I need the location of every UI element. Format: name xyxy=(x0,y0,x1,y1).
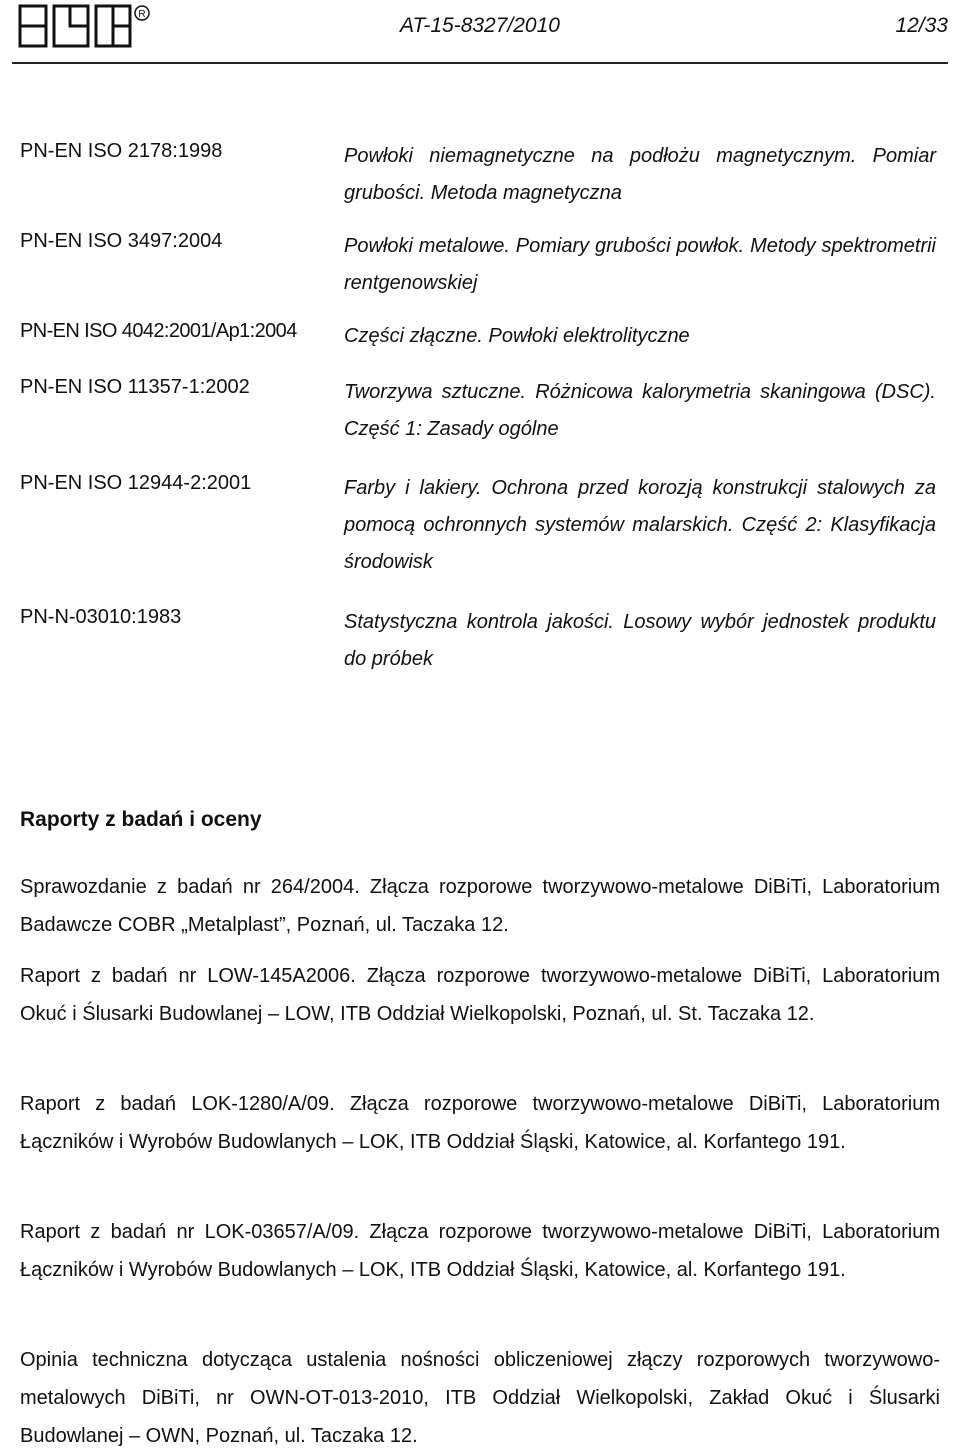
itb-logo xyxy=(18,4,152,50)
standard-title: Statystyczna kontrola jakości. Losowy wybór jednostek produktu do próbek xyxy=(344,611,936,670)
report-item: Raport z badań LOK-1280/A/09. Złącza rozporowe tworzywowo-metalowe DiBiTi, Laboratorium Łączników i Wyrobów Budowlanych – LOK, ITB Oddział Śląski, Katowice, al. Korfantego 191. xyxy=(20,1093,940,1153)
standard-code: PN-EN ISO 12944-2:2001 xyxy=(20,472,252,494)
report-item: Raport z badań nr LOW-145A2006. Złącza rozporowe tworzywowo-metalowe DiBiTi, Laboratorium Okuć i Ślusarki Budowlanej – LOW, ITB Oddział Wielkopolski, Poznań, ul. St. Taczaka 12. xyxy=(20,965,940,1025)
page-header xyxy=(0,0,960,62)
standard-title: Części złączne. Powłoki elektrolityczne xyxy=(344,325,690,347)
report-item: Raport z badań nr LOK-03657/A/09. Złącza rozporowe tworzywowo-metalowe DiBiTi, Laboratorium Łączników i Wyrobów Budowlanych – LOK, ITB Oddział Śląski, Katowice, al. Korfantego 191. xyxy=(20,1221,940,1281)
standard-code: PN-EN ISO 3497:2004 xyxy=(20,230,223,252)
svg-text:R: R xyxy=(138,9,146,20)
document-id: AT-15-8327/2010 xyxy=(400,14,560,37)
standard-title: Powłoki metalowe. Pomiary grubości powłok. Metody spektrometrii rentgenowskiej xyxy=(344,235,936,294)
report-item: Sprawozdanie z badań nr 264/2004. Złącza rozporowe tworzywowo-metalowe DiBiTi, Laboratorium Badawcze COBR „Metalplast”, Poznań, ul. Taczaka 12. xyxy=(20,876,940,936)
standard-code: PN-EN ISO 2178:1998 xyxy=(20,140,223,162)
header-divider xyxy=(12,62,948,64)
standard-title: Tworzywa sztuczne. Różnicowa kalorymetria skaningowa (DSC). Część 1: Zasady ogólne xyxy=(344,381,936,440)
standard-title: Farby i lakiery. Ochrona przed korozją konstrukcji stalowych za pomocą ochronnych systemów malarskich. Część 2: Klasyfikacja środowisk xyxy=(344,477,936,573)
standard-code: PN-N-03010:1983 xyxy=(20,606,182,628)
standard-code: PN-EN ISO 4042:2001/Ap1:2004 xyxy=(20,320,297,342)
standard-title: Powłoki niemagnetyczne na podłożu magnetycznym. Pomiar grubości. Metoda magnetyczna xyxy=(344,145,936,204)
standard-code: PN-EN ISO 11357-1:2002 xyxy=(20,376,250,398)
report-item: Opinia techniczna dotycząca ustalenia nośności obliczeniowej złączy rozporowych tworzywowo-metalowych DiBiTi, nr OWN-OT-013-2010, ITB Oddział Wielkopolski, Zakład Okuć i Ślusarki Budowlanej – OWN, Poznań, ul. Taczaka 12. xyxy=(20,1349,940,1447)
page-number: 12/33 xyxy=(895,14,948,37)
reports-heading: Raporty z badań i oceny xyxy=(20,808,262,831)
